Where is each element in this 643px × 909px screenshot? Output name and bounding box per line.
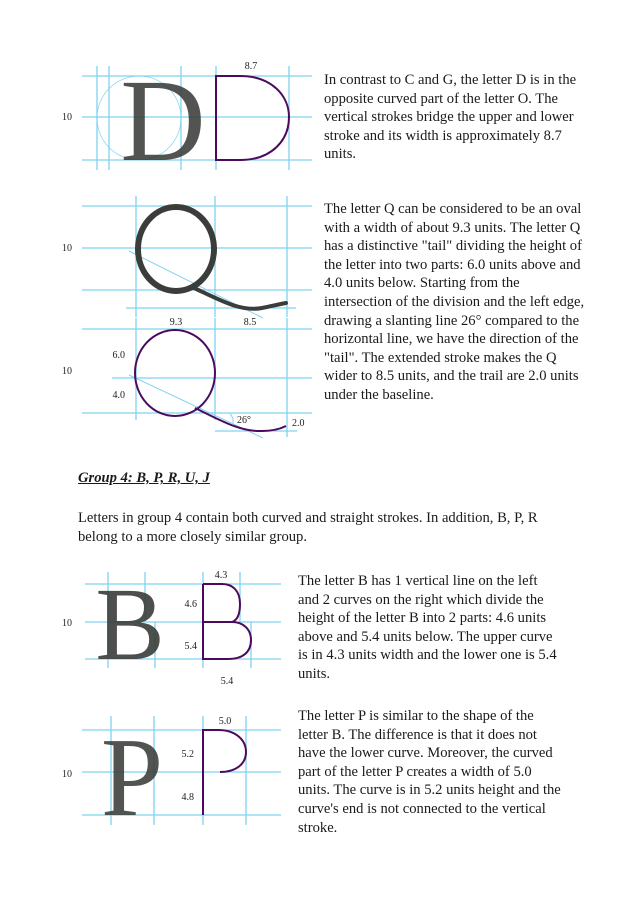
section-heading: Group 4: B, P, R, U, J xyxy=(78,470,210,486)
p-upper-label: 5.2 xyxy=(181,749,194,760)
b-upper-label: 4.6 xyxy=(184,599,197,610)
p-lower-label: 4.8 xyxy=(181,792,194,803)
d-height-label: 10 xyxy=(62,112,72,123)
calligraphy-b-glyph: B xyxy=(95,567,165,682)
calligraphy-p-glyph: P xyxy=(100,716,164,840)
calligraphy-q-bowl xyxy=(138,207,214,291)
q-angle-label: 26° xyxy=(237,415,251,426)
q-height-label-bottom: 10 xyxy=(62,366,72,377)
letter-d-description: In contrast to C and G, the letter D is in the opposite curved part of the letter O. The vertical strokes bridge the upper and lower stroke and its width is approximately 8.7 units. xyxy=(324,72,577,163)
q-lower-label: 4.0 xyxy=(112,390,125,401)
q-upper-label: 6.0 xyxy=(112,350,125,361)
p-height-label: 10 xyxy=(62,769,72,780)
b-lower-width-label: 5.4 xyxy=(220,676,234,687)
figure-letter-q-outline xyxy=(62,318,312,438)
q-width-label: 9.3 xyxy=(169,317,183,328)
angle-arc xyxy=(230,414,233,423)
d-width-label: 8.7 xyxy=(244,61,258,72)
letter-q-description: The letter Q can be considered to be an oval with a width of about 9.3 units. The letter Q has a distinctive "tail" dividing the height of the letter into two parts: 6.0 units above and 4.0 units below. Starting from the intersection of the division and the left edge, drawing a slanting line 26° compared to the horizontal line, we have the direction of the "tail". The extended stroke makes the Q wider to 8.5 units, and the trail are 2.0 units under the baseline. xyxy=(324,201,585,403)
outline-d xyxy=(216,76,289,160)
figure-letter-b xyxy=(62,567,281,687)
p-width-label: 5.0 xyxy=(218,716,232,727)
outline-q-bowl xyxy=(135,330,215,416)
figure-letter-p xyxy=(62,716,281,840)
b-upper-width-label: 4.3 xyxy=(214,570,228,581)
b-lower-label: 5.4 xyxy=(184,641,197,652)
b-height-label: 10 xyxy=(62,618,72,629)
q-tail-width-label: 8.5 xyxy=(243,317,257,328)
letter-p-description: The letter P is similar to the shape of the letter B. The difference is that it does not have the lower curve. Moreover, the curved part of the letter P creates a width of 5.0 units. The curve is in 5.2 units height and the curve's end is not connected to the vertical stroke. xyxy=(298,708,561,836)
q-tail-drop-label: 2.0 xyxy=(292,418,305,429)
figure-letter-d xyxy=(62,55,312,186)
group-intro-paragraph: Letters in group 4 contain both curved and straight strokes. In addition, B, P, R belong to a more closely similar group. xyxy=(78,510,538,545)
letter-b-description: The letter B has 1 vertical line on the left and 2 curves on the right which divide the height of the letter B into 2 parts: 4.6 units above and 5.4 units below. The upper curve is in 4.3 units width and the lower one is 5.4 units. xyxy=(298,573,557,682)
q-height-label-top: 10 xyxy=(62,243,72,254)
calligraphy-d-glyph: D xyxy=(120,55,206,186)
figure-letter-q-calligraphy xyxy=(62,196,312,328)
